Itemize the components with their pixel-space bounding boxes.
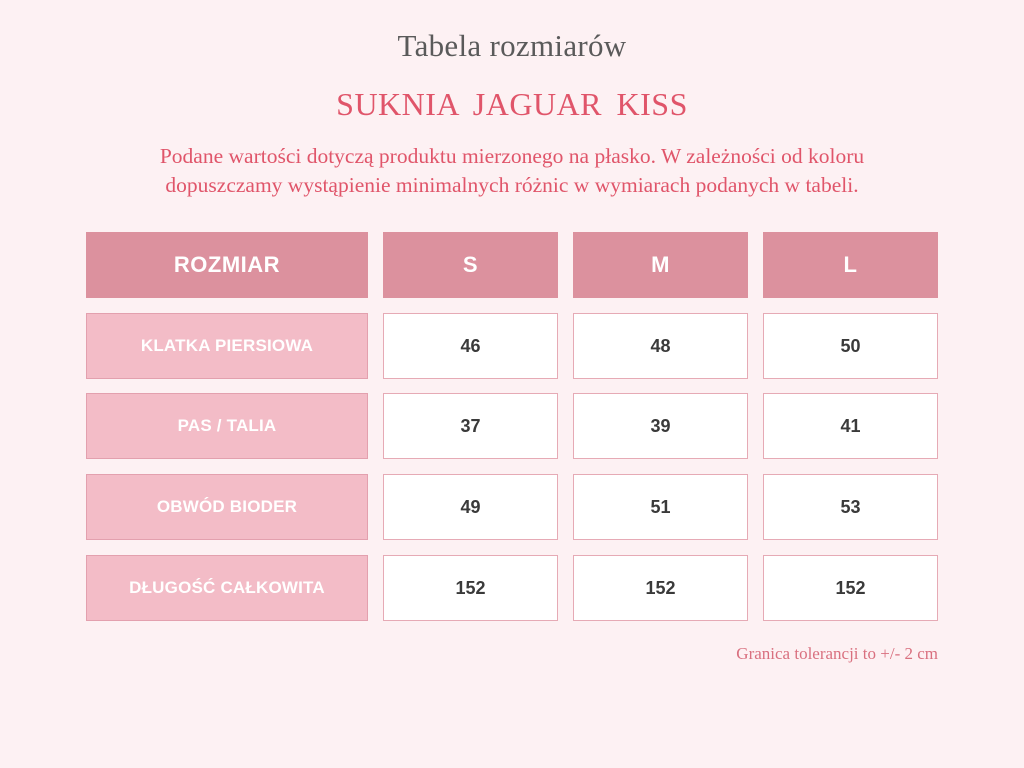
header-cell-size-s: S [383,232,558,298]
header-cell-size-m: M [573,232,748,298]
row-label-chest: KLATKA PIERSIOWA [86,313,368,379]
table-cell: 37 [383,393,558,459]
description-line-1: Podane wartości dotyczą produktu mierzonego na płasko. W zależności od koloru [159,144,865,168]
table-cell: 49 [383,474,558,540]
header-cell-size-l: L [763,232,938,298]
product-name: SUKNIA JAGUAR KISS [336,86,688,122]
row-label-waist: PAS / TALIA [86,393,368,459]
table-cell: 46 [383,313,558,379]
row-label-hips: OBWÓD BIODER [86,474,368,540]
page-title: Tabela rozmiarów [397,28,627,63]
table-cell: 50 [763,313,938,379]
table-cell: 48 [573,313,748,379]
tolerance-note: Granica tolerancji to +/- 2 cm [736,644,938,663]
table-cell: 39 [573,393,748,459]
table-cell: 41 [763,393,938,459]
table-cell: 152 [383,555,558,621]
table-cell: 152 [573,555,748,621]
row-label-length: DŁUGOŚĆ CAŁKOWITA [86,555,368,621]
header-cell-size-label: ROZMIAR [86,232,368,298]
table-cell: 53 [763,474,938,540]
description [110,142,914,200]
description-line-2: dopuszczamy wystąpienie minimalnych różnic w wymiarach podanych w tabeli. [165,173,859,197]
table-cell: 51 [573,474,748,540]
table-cell: 152 [763,555,938,621]
